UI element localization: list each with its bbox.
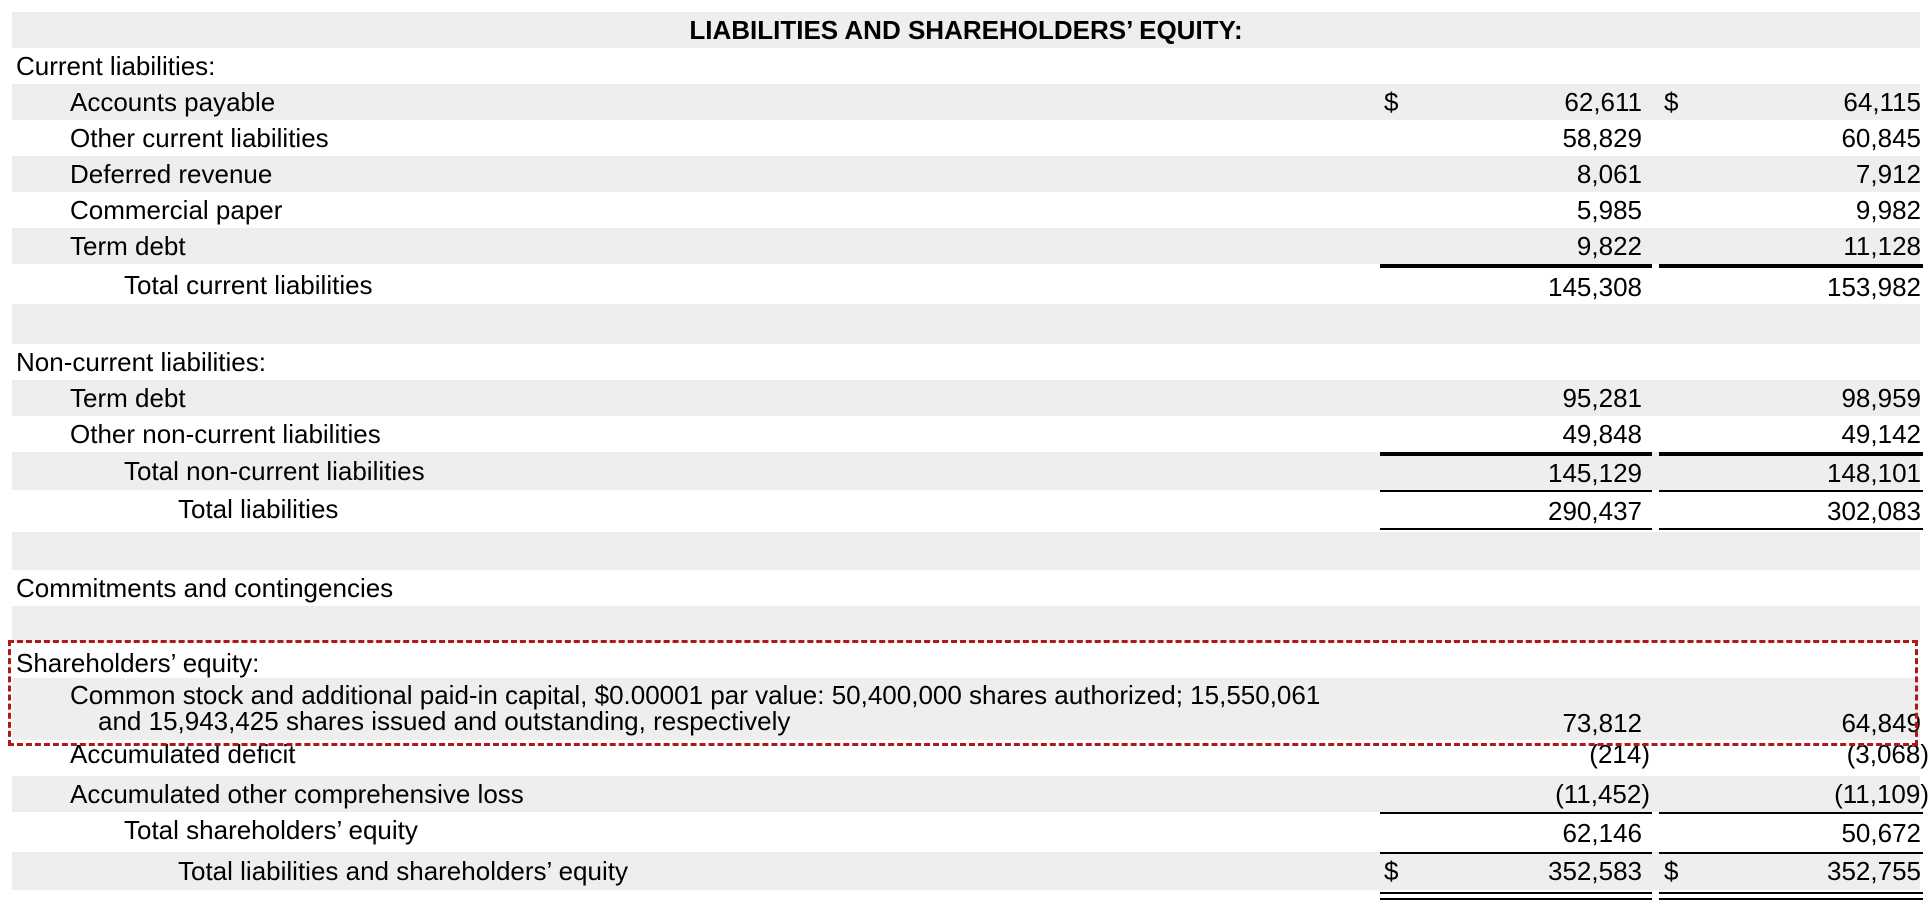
section-title: LIABILITIES AND SHAREHOLDERS’ EQUITY: — [689, 15, 1243, 45]
row-label: Deferred revenue — [70, 159, 273, 189]
table-row — [12, 84, 1920, 120]
current-liabilities-header-row — [12, 48, 1920, 84]
spacer-row — [12, 532, 1920, 570]
value-col1: 62,146 — [1562, 818, 1642, 848]
shareholders-equity-header: Shareholders’ equity: — [16, 648, 260, 678]
row-label: Commercial paper — [70, 195, 283, 225]
subtotal-rule — [1380, 812, 1652, 814]
row-label: Commitments and contingencies — [16, 573, 394, 603]
value-col2: 153,982 — [1827, 272, 1921, 302]
total-shareholders-equity-row — [12, 812, 1920, 852]
value-col1: 8,061 — [1576, 159, 1642, 189]
row-label: Accumulated deficit — [70, 739, 296, 769]
value-col2: 60,845 — [1841, 123, 1921, 153]
value-col2: 9,982 — [1855, 195, 1921, 225]
current-liabilities-header: Current liabilities: — [16, 51, 216, 81]
currency-symbol: $ — [1664, 87, 1679, 117]
subtotal-rule — [1380, 490, 1652, 492]
value-col2: 7,912 — [1855, 159, 1921, 189]
value-col1: (11,452) — [1555, 779, 1650, 809]
row-label: Total current liabilities — [124, 270, 373, 300]
common-stock-row — [12, 678, 1920, 740]
currency-symbol: $ — [1384, 856, 1399, 886]
shareholders-equity-header-row — [12, 642, 1920, 678]
grand-total-row — [12, 852, 1920, 890]
total-noncurrent-liabilities-row — [12, 452, 1920, 490]
value-col2: 98,959 — [1841, 383, 1921, 413]
spacer-row — [12, 606, 1920, 642]
table-row — [12, 228, 1920, 264]
value-col1: 9,822 — [1576, 231, 1642, 261]
row-label: Total liabilities and shareholders’ equity — [178, 856, 628, 886]
title-row — [12, 12, 1920, 48]
table-row — [12, 120, 1920, 156]
value-col1: 95,281 — [1562, 383, 1642, 413]
value-col2: 148,101 — [1827, 458, 1921, 488]
subtotal-rule — [1659, 852, 1923, 854]
value-col1: 73,812 — [1562, 708, 1642, 738]
value-col2: (3,068) — [1846, 739, 1929, 769]
row-label: Term debt — [70, 383, 186, 413]
value-col2: (11,109) — [1834, 779, 1929, 809]
total-rule — [1380, 528, 1652, 530]
double-underline — [1380, 892, 1652, 900]
row-label: Term debt — [70, 231, 186, 261]
value-col1: 290,437 — [1548, 496, 1642, 526]
currency-symbol: $ — [1664, 856, 1679, 886]
value-col2: 64,849 — [1841, 708, 1921, 738]
row-label: Other current liabilities — [70, 123, 329, 153]
value-col2: 11,128 — [1843, 231, 1921, 261]
noncurrent-liabilities-header: Non-current liabilities: — [16, 347, 266, 377]
commitments-row — [12, 570, 1920, 606]
value-col2: 352,755 — [1827, 856, 1921, 886]
subtotal-rule — [1380, 852, 1652, 854]
table-row — [12, 739, 1929, 776]
total-current-liabilities-row — [12, 264, 1920, 304]
subtotal-rule — [1380, 452, 1652, 456]
subtotal-rule — [1659, 490, 1923, 492]
row-label: Accounts payable — [70, 87, 276, 117]
total-rule — [1659, 528, 1923, 530]
value-col1: 58,829 — [1562, 123, 1642, 153]
value-col2: 302,083 — [1827, 496, 1921, 526]
total-liabilities-row — [12, 490, 1920, 532]
row-label: Total shareholders’ equity — [124, 815, 418, 845]
value-col1: 145,308 — [1548, 272, 1642, 302]
table-row — [12, 776, 1929, 812]
value-col1: 62,611 — [1564, 87, 1642, 117]
noncurrent-liabilities-header-row — [12, 344, 1920, 380]
row-label: Accumulated other comprehensive loss — [70, 779, 524, 809]
value-col1: 352,583 — [1548, 856, 1642, 886]
row-label-line1: Common stock and additional paid-in capital, $0.00001 par value: 50,400,000 shares authorized; 15,550,061 — [70, 680, 1321, 710]
value-col1: 145,129 — [1548, 458, 1642, 488]
value-col2: 50,672 — [1841, 818, 1921, 848]
value-col1: (214) — [1589, 739, 1650, 769]
value-col1: 5,985 — [1576, 195, 1642, 225]
table-row — [12, 156, 1920, 192]
grand-total-underline-row — [12, 890, 1920, 902]
table-row — [12, 416, 1920, 452]
value-col1: 49,848 — [1562, 419, 1642, 449]
row-label: Total non-current liabilities — [124, 456, 425, 486]
subtotal-rule — [1659, 812, 1923, 814]
table-row — [12, 192, 1920, 228]
currency-symbol: $ — [1384, 87, 1399, 117]
row-label: Total liabilities — [178, 494, 339, 524]
subtotal-rule — [1659, 264, 1923, 268]
table-row — [12, 380, 1920, 416]
subtotal-rule — [1380, 264, 1652, 268]
double-underline — [1659, 892, 1923, 900]
subtotal-rule — [1659, 452, 1923, 456]
balance-sheet-table — [12, 12, 1929, 902]
row-label: Other non-current liabilities — [70, 419, 381, 449]
value-col2: 64,115 — [1843, 87, 1921, 117]
value-col2: 49,142 — [1841, 419, 1921, 449]
row-label — [70, 682, 1320, 734]
row-label-line2: and 15,943,425 shares issued and outstanding, respectively — [98, 706, 791, 736]
spacer-row — [12, 304, 1920, 344]
